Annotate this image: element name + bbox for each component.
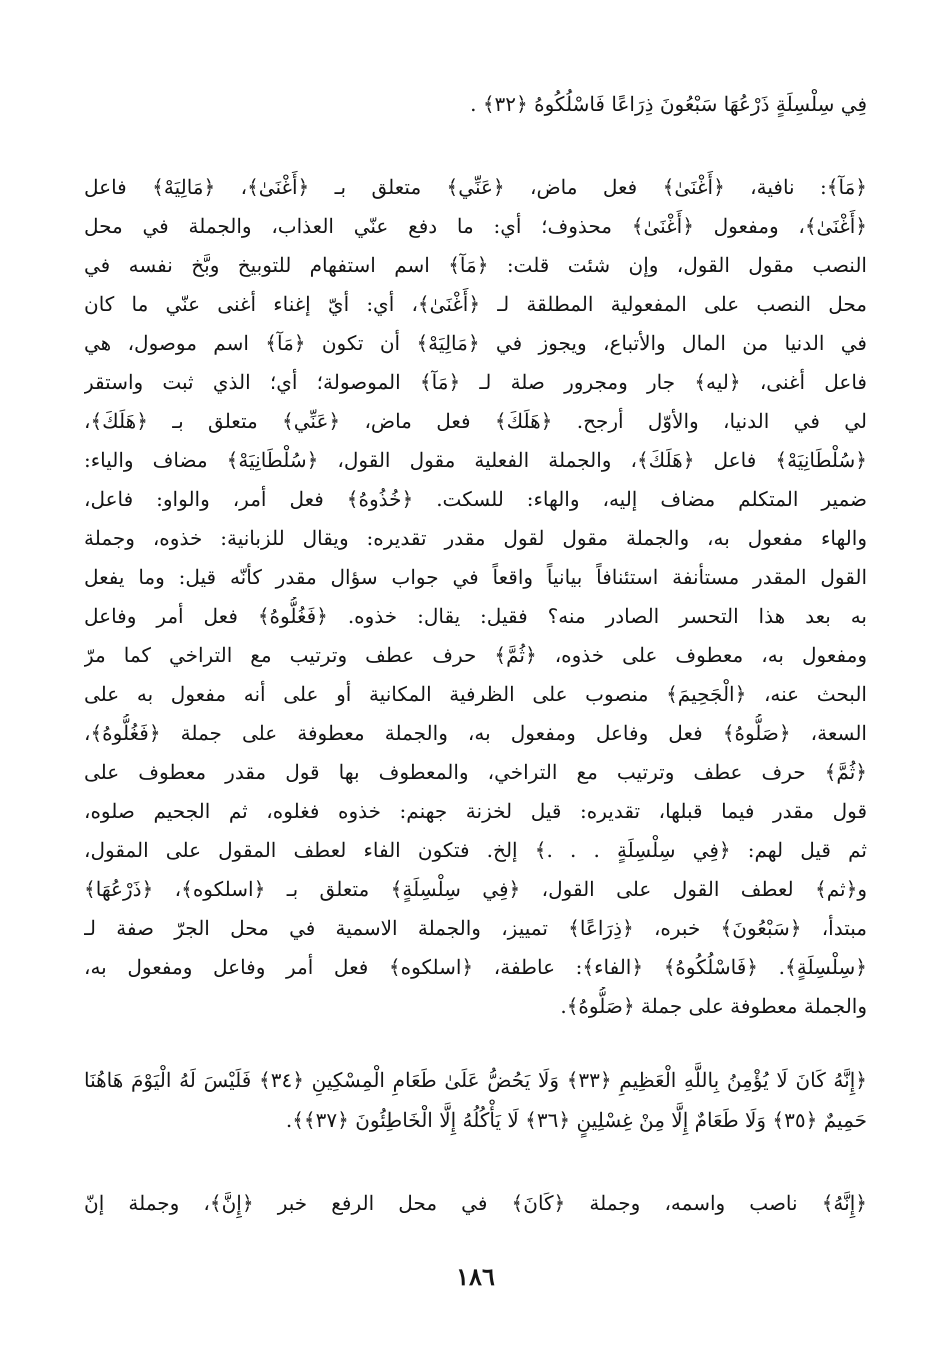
commentary-line: النصب مقول القول، وإن شئت قلت: ﴿مَآ﴾ اسم استفهام للتوبيخ وبَّخ نفسه في [84,253,867,277]
commentary-line: مبتدأ، ﴿سَبْعُونَ﴾ خبره، ﴿ذِرَاعًا﴾ تمييز، والجملة الاسمية في محل الجرّ صفة لـ [84,916,867,940]
commentary-line: ومفعول به، معطوف على خذوه، ﴿ثُمَّ﴾ حرف عطف وترتيب مع التراخي كما مرّ [84,643,867,667]
commentary-line: والجملة معطوفة على جملة ﴿صَلُّوهُ﴾. [560,994,867,1018]
commentary-line: والهاء مفعول به، والجملة مقول لقول مقدر تقديره: ويقال للزبانية: خذوه، وجملة [84,526,867,550]
commentary-line: فاعل أغنى، ﴿ليه﴾ جار ومجرور صلة لـ ﴿مَآ﴾ الموصولة؛ أي؛ الذي ثبت واستقر [84,370,867,394]
commentary-line: قول مقدر فيما قبلها، تقديره: قيل لخزنة جهنم: خذوه فغلوه، ثم الجحيم صلوه، [84,799,867,823]
commentary-line: البحث عنه، ﴿الْجَحِيمَ﴾ منصوب على الظرفية المكانية أو على أنه مفعول به على [84,682,867,706]
commentary-line: ﴿إِنَّهُ﴾ ناصب واسمه، وجملة ﴿كَانَ﴾ في محل الرفع خبر ﴿إِنَّ﴾، وجملة إنّ [84,1191,867,1215]
verse-line: ﴿إِنَّهُ كَانَ لَا يُؤْمِنُ بِاللَّهِ الْعَظِيمِ ﴿٣٣﴾ وَلَا يَحُضُّ عَلَىٰ طَعَامِ الْمِسْكِينِ ﴿٣٤﴾ فَلَيْسَ لَهُ الْيَوْمَ هَاهُنَا [84,1068,867,1092]
commentary-line: و﴿ثم﴾ لعطف القول على القول، ﴿فِي سِلْسِلَةٍ﴾ متعلق بـ ﴿اسلكوه﴾، ﴿ذَرْعُهَا﴾ [84,877,867,901]
commentary-line: ضمير المتكلم مضاف إليه، والهاء: للسكت. ﴿خُذُوهُ﴾ فعل أمر، والواو: فاعل، [84,487,867,511]
commentary-line: القول المقدر مستأنفة استئنافاً بيانياً واقعاً في جواب سؤال مقدر كأنّه قيل: وما يفعل [84,565,867,589]
commentary-line: ﴿مَآ﴾: نافية، ﴿أَغْنَىٰ﴾ فعل ماض، ﴿عَنِّي﴾ متعلق بـ ﴿أَغْنَىٰ﴾، ﴿مَالِيَهْ﴾ فاعل [84,175,867,199]
commentary-line: في الدنيا من المال والأتباع، ويجوز في ﴿مَالِيَهْ﴾ أن تكون ﴿مَآ﴾ اسم موصول، هي [84,331,867,355]
quran-verse-mid [84,1060,867,1140]
commentary-line: ثم قيل لهم: ﴿فِي سِلْسِلَةٍ . . .﴾ إلخ. فتكون الفاء لعطف المقول على المقول، [84,838,867,862]
commentary-line: به بعد هذا التحسر الصادر منه؟ فقيل: يقال: خذوه. ﴿فَغُلُّوهُ﴾ فعل أمر وفاعل [84,604,867,628]
commentary-line: ﴿سِلْسِلَةٍ﴾. ﴿فَاسْلُكُوهُ﴾ ﴿الفاء﴾: عاطفة، ﴿اسلكوه﴾ فعل أمر وفاعل ومفعول به، [84,955,867,979]
commentary-block-2 [84,1184,867,1223]
commentary-line: ﴿ثُمَّ﴾ حرف عطف وترتيب مع التراخي، والمعطوف بها قول مقدر معطوف على [84,760,867,784]
verse-line: حَمِيمٌ ﴿٣٥﴾ وَلَا طَعَامٌ إِلَّا مِنْ غِسْلِينٍ ﴿٣٦﴾ لَا يَأْكُلُهُ إِلَّا الْخَاطِئُونَ ﴿٣٧﴾﴾. [285,1108,867,1132]
commentary-line: محل النصب على المفعولية المطلقة لـ ﴿أَغْنَىٰ﴾، أي: أيّ إغناء أغنى عنّي ما كان [84,292,867,316]
commentary-line: ﴿أَغْنَىٰ﴾، ومفعول ﴿أَغْنَىٰ﴾ محذوف؛ أي: ما دفع عنّي العذاب، والجملة في محل [84,214,867,238]
commentary-line: السعة، ﴿صَلُّوهُ﴾ فعل وفاعل ومفعول به، والجملة معطوفة على جملة ﴿فَغُلُّوهُ﴾، [84,721,867,745]
page-number: ١٨٦ [456,1262,495,1291]
commentary-line: لي في الدنيا، والأوّل أرجح. ﴿هَلَكَ﴾ فعل ماض، ﴿عَنِّي﴾ متعلق بـ ﴿هَلَكَ﴾، [84,409,867,433]
commentary-block-1 [84,168,867,1026]
quran-verse-top: فِي سِلْسِلَةٍ ذَرْعُهَا سَبْعُونَ ذِرَاعًا فَاسْلُكُوهُ ﴿٣٢﴾ . [470,92,867,116]
commentary-line: ﴿سُلْطَانِيَهْ﴾ فاعل ﴿هَلَكَ﴾، والجملة الفعلية مقول القول، ﴿سُلْطَانِيَهْ﴾ مضاف والياء: [84,448,867,472]
